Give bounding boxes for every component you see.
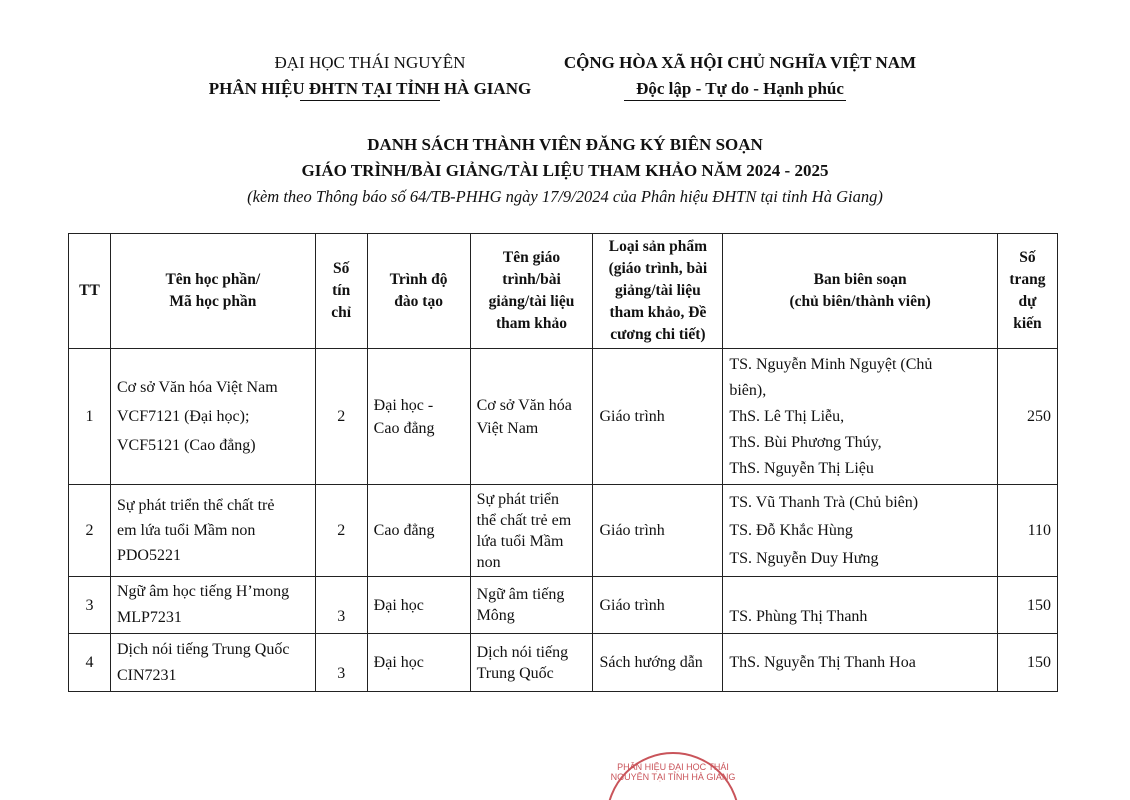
row-level: Cao đẳng (367, 485, 470, 577)
seal-text: PHÂN HIỆU ĐẠI HỌC THÁI NGUYÊN TẠI TỈNH HÀ GIANG (610, 762, 736, 782)
header-material: Tên giáo trình/bài giảng/tài liệu tham khảo (470, 234, 593, 349)
row-credits: 3 (315, 634, 367, 692)
row-course: Dịch nói tiếng Trung Quốc CIN7231 (110, 634, 315, 692)
row-material: Cơ sở Văn hóa Việt Nam (470, 349, 593, 485)
header-credits: Số tín chỉ (315, 234, 367, 349)
row-authors: TS. Nguyễn Minh Nguyệt (Chủ biên), ThS. Lê Thị Liễu, ThS. Bùi Phương Thúy, ThS. Nguyễn Thị Liệu (723, 349, 998, 485)
row-course: Sự phát triển thể chất trẻ em lứa tuổi Mầm non PDO5221 (110, 485, 315, 577)
row-type: Giáo trình (593, 349, 723, 485)
national-motto: Độc lập - Tự do - Hạnh phúc (636, 79, 844, 98)
title-line-1: DANH SÁCH THÀNH VIÊN ĐĂNG KÝ BIÊN SOẠN (367, 135, 763, 154)
header-national (560, 50, 920, 102)
row-level: Đại học (367, 634, 470, 692)
official-seal (588, 752, 754, 800)
row-tt: 2 (69, 485, 111, 577)
row-material: Dịch nói tiếng Trung Quốc (470, 634, 593, 692)
row-authors: TS. Vũ Thanh Trà (Chủ biên) TS. Đỗ Khắc Hùng TS. Nguyễn Duy Hưng (723, 485, 998, 577)
table-row (69, 349, 1058, 485)
header-tt: TT (69, 234, 111, 349)
table-row (69, 485, 1058, 577)
university-name: ĐẠI HỌC THÁI NGUYÊN (274, 53, 466, 72)
row-type: Giáo trình (593, 485, 723, 577)
row-type: Giáo trình (593, 577, 723, 634)
title-line-2: GIÁO TRÌNH/BÀI GIẢNG/TÀI LIỆU THAM KHẢO NĂM 2024 - 2025 (301, 161, 829, 180)
row-tt: 3 (69, 577, 111, 634)
row-tt: 1 (69, 349, 111, 485)
table-row (69, 577, 1058, 634)
motto-underline (624, 100, 846, 101)
table-row (69, 634, 1058, 692)
row-pages: 150 (997, 634, 1057, 692)
row-level: Đại học (367, 577, 470, 634)
row-credits: 2 (315, 485, 367, 577)
members-table (68, 233, 1058, 692)
row-pages: 250 (997, 349, 1057, 485)
row-pages: 110 (997, 485, 1057, 577)
row-level: Đại học - Cao đẳng (367, 349, 470, 485)
header-type: Loại sản phẩm (giáo trình, bài giảng/tài liệu tham khảo, Đề cương chi tiết) (593, 234, 723, 349)
header-authors: Ban biên soạn (chủ biên/thành viên) (723, 234, 998, 349)
row-type: Sách hướng dẫn (593, 634, 723, 692)
document-title (0, 132, 1130, 210)
row-credits: 2 (315, 349, 367, 485)
branch-name: PHÂN HIỆU ĐHTN TẠI TỈNH HÀ GIANG (208, 79, 532, 98)
header-level: Trình độ đào tạo (367, 234, 470, 349)
row-pages: 150 (997, 577, 1057, 634)
header-pages: Số trang dự kiến (997, 234, 1057, 349)
national-title: CỘNG HÒA XÃ HỘI CHỦ NGHĨA VIỆT NAM (563, 53, 917, 72)
row-course: Ngữ âm học tiếng H’mong MLP7231 (110, 577, 315, 634)
row-material: Ngữ âm tiếng Mông (470, 577, 593, 634)
seal-icon (606, 752, 740, 800)
row-authors: ThS. Nguyễn Thị Thanh Hoa (723, 634, 998, 692)
table-header-row (69, 234, 1058, 349)
row-course: Cơ sở Văn hóa Việt Nam VCF7121 (Đại học); VCF5121 (Cao đẳng) (110, 349, 315, 485)
title-reference: (kèm theo Thông báo số 64/TB-PHHG ngày 17/9/2024 của Phân hiệu ĐHTN tại tỉnh Hà Giang) (247, 187, 883, 206)
row-tt: 4 (69, 634, 111, 692)
row-credits: 3 (315, 577, 367, 634)
header-course: Tên học phần/ Mã học phần (110, 234, 315, 349)
header-organization (195, 50, 545, 102)
branch-underline (300, 100, 440, 101)
row-authors: TS. Phùng Thị Thanh (723, 577, 998, 634)
row-material: Sự phát triển thể chất trẻ em lứa tuổi Mầm non (470, 485, 593, 577)
